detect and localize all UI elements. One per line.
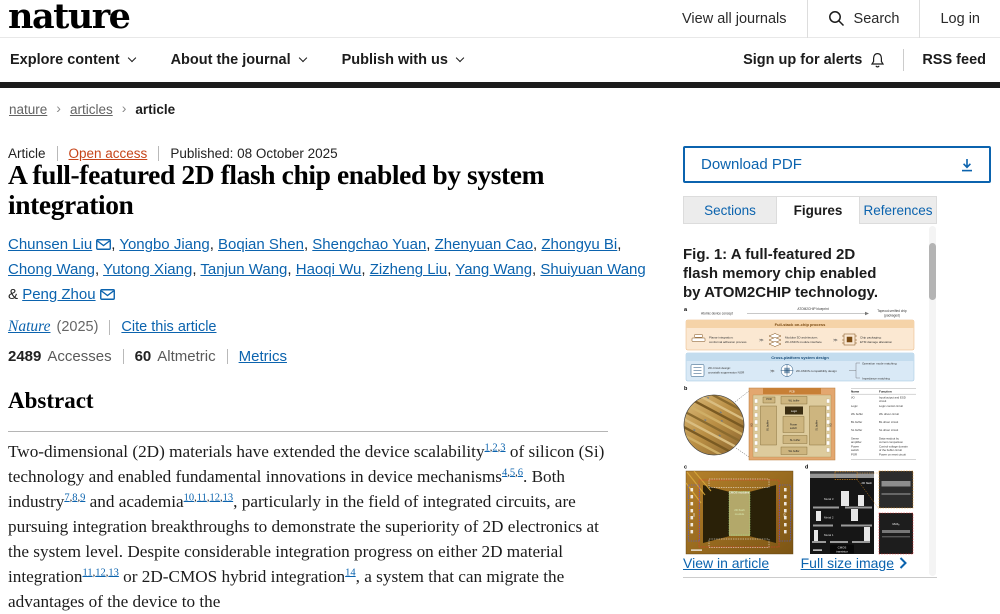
tab-sections[interactable]: Sections (683, 196, 777, 224)
reference-link[interactable]: 3 (500, 442, 506, 454)
author-link[interactable]: Yongbo Jiang (119, 236, 210, 253)
view-all-journals-link[interactable] (662, 0, 807, 38)
svg-text:b: b (684, 386, 688, 392)
svg-text:SL buffer: SL buffer (851, 428, 863, 433)
fig-panel-b (683, 383, 916, 466)
svg-text:Cross-platform system design: Cross-platform system design (771, 354, 829, 360)
download-pdf-button[interactable]: Download PDF (683, 146, 991, 183)
svg-text:BL driver circuit: BL driver circuit (879, 420, 899, 425)
svg-text:Impedance matching: Impedance matching (862, 376, 890, 381)
chip-layout-image (749, 388, 835, 460)
reference-links: 7,8,9 (64, 492, 86, 504)
author-link[interactable]: Shuiyuan Wang (540, 261, 646, 278)
svg-text:conformal adhesion process: conformal adhesion process (709, 340, 747, 344)
sign-up-for-alerts-link[interactable]: Sign up for alerts (743, 52, 903, 69)
metrics-link[interactable]: Metrics (238, 348, 287, 365)
search-button[interactable] (808, 0, 920, 38)
breadcrumb-separator: › (121, 100, 127, 116)
email-icon (96, 239, 111, 250)
altmetric-count: 60 (134, 348, 152, 365)
accesses-count: 2489 (8, 348, 42, 365)
search-label: Search (853, 10, 900, 27)
svg-text:Sense: Sense (851, 436, 859, 441)
reference-links: 1,2,3 (484, 442, 506, 454)
divider (123, 349, 124, 364)
svg-text:Data readout by: Data readout by (879, 436, 899, 441)
reference-link[interactable]: 6 (517, 467, 523, 479)
svg-text:transistor: transistor (836, 549, 848, 554)
page-title: A full-featured 2D flash chip enabled by system integration (8, 159, 545, 220)
svg-text:≫: ≫ (759, 337, 764, 343)
svg-text:module: module (734, 512, 745, 516)
reference-link[interactable]: 12 (95, 567, 106, 579)
svg-text:POR: POR (851, 452, 858, 457)
svg-text:POR: POR (766, 398, 772, 402)
full-size-image-link[interactable]: Full size image (801, 555, 907, 571)
svg-text:a: a (684, 307, 688, 313)
article-type-label: Article (8, 146, 46, 161)
breadcrumb-nature[interactable]: nature (9, 101, 48, 117)
reference-link[interactable]: 11 (82, 567, 93, 579)
reference-link[interactable]: 4 (502, 467, 508, 479)
download-icon (959, 157, 975, 173)
svg-text:circuit: circuit (879, 399, 887, 403)
bell-icon (870, 52, 885, 69)
svg-text:CMOS: CMOS (837, 545, 847, 550)
figures-panel (683, 224, 937, 578)
svg-text:I/O: I/O (851, 395, 855, 400)
breadcrumb-article: article (135, 101, 176, 117)
reference-link[interactable]: 2 (492, 442, 498, 454)
author-link[interactable]: Shengchao Yuan (312, 236, 427, 253)
journal-citation-row (8, 318, 217, 336)
figure-links-row (683, 555, 907, 571)
reference-link[interactable]: 11 (196, 492, 207, 504)
reference-link[interactable]: 13 (108, 567, 119, 579)
svg-text:SL buffer: SL buffer (789, 439, 801, 442)
svg-text:BL buffer: BL buffer (851, 420, 863, 425)
accesses-label: Accesses (47, 348, 112, 365)
svg-text:Logic: Logic (851, 403, 858, 408)
altmetric-label: Altmetric (157, 348, 216, 365)
figure-thumbnail[interactable] (683, 303, 917, 557)
divider (8, 431, 608, 432)
rss-feed-link[interactable]: RSS feed (922, 52, 986, 68)
abstract-text: Two-dimensional (2D) materials have extended the device scalability$^{1,2,3}$ of silicon (Si) technology and enabled fundamental innovations in device mechanisms$^{4,5,6}$. Both industry$^{7,8,9}$ and academia$^{10,11,12,13}$, particularly in the field of integrated circuits, are pursuing integration breakthroughs to demonstrate the superiority of 2D electronics at the system level. Despite considerable integration progress on either 2D material integration$^{11,12,13}$ or 2D-CMOS hybrid integration$^{14}$, a system that can migrate the advantages of the device to the (8, 442, 605, 611)
reference-link[interactable]: 9 (80, 492, 86, 504)
modular-3d-icon (769, 334, 781, 347)
svg-text:ETM damage alleviation: ETM damage alleviation (860, 340, 893, 344)
svg-text:switch: switch (789, 427, 798, 430)
tab-figures[interactable]: Figures (777, 196, 860, 224)
svg-text:2D circuit design:: 2D circuit design: (708, 366, 732, 370)
svg-text:(packaged): (packaged) (884, 313, 900, 318)
svg-text:ATOM2CHIP blueprint: ATOM2CHIP blueprint (797, 307, 829, 311)
header-nav-row (0, 38, 1000, 82)
tem-insets (879, 471, 913, 554)
svg-text:WL driver circuit: WL driver circuit (879, 411, 899, 416)
breadcrumb-separator: › (56, 100, 61, 116)
author-link[interactable]: Yang Wang (455, 261, 533, 278)
author-link[interactable]: Tanjun Wang (200, 261, 288, 278)
svg-text:Metal 2: Metal 2 (824, 515, 834, 520)
reference-links: 11,12,13 (82, 567, 119, 579)
svg-text:WL buffer: WL buffer (788, 399, 800, 403)
search-icon (828, 10, 845, 27)
svg-text:c: c (684, 464, 688, 471)
svg-text:Planar integration:: Planar integration: (709, 335, 734, 340)
reference-links: 10,11,12,13 (183, 492, 234, 504)
svg-text:WL buffer: WL buffer (788, 450, 800, 453)
svg-text:2D-CMOS compatibility design: 2D-CMOS compatibility design (796, 369, 837, 373)
svg-text:CMOS modules: CMOS modules (728, 490, 750, 495)
svg-text:I/O: I/O (829, 423, 833, 427)
reference-links: 4,5,6 (502, 467, 523, 479)
cite-this-article-link[interactable]: Cite this article (121, 319, 217, 335)
svg-text:I/O: I/O (693, 513, 696, 517)
journal-year: (2025) (56, 319, 99, 335)
open-access-link[interactable]: Open access (68, 146, 148, 161)
divider (109, 320, 110, 335)
svg-text:≫: ≫ (770, 368, 775, 374)
login-label: Log in (940, 10, 980, 27)
chip-function-table (851, 389, 916, 460)
reference-links (345, 567, 356, 578)
chip-die-photo (686, 471, 793, 554)
fig-panel-c (684, 465, 793, 555)
chevron-right-icon (899, 557, 907, 569)
reference-link[interactable]: 12 (209, 492, 221, 504)
login-button[interactable] (920, 0, 1000, 38)
email-icon (100, 289, 115, 300)
compatibility-icon (781, 365, 793, 377)
author-link[interactable]: Zizheng Liu (369, 261, 448, 278)
figures-panel-scrollbar[interactable] (929, 243, 936, 300)
svg-text:2D flash: 2D flash (734, 508, 745, 512)
author-link[interactable]: Boqian Shen (218, 236, 304, 253)
2d-circuit-icon (691, 365, 704, 377)
author-link[interactable]: Chunsen Liu (8, 236, 93, 253)
reference-link[interactable]: 7 (64, 492, 70, 504)
reference-link[interactable]: 10 (183, 492, 195, 504)
chevron-down-icon (127, 54, 135, 62)
svg-text:Chip packaging:: Chip packaging: (860, 335, 882, 340)
svg-text:amplifier: amplifier (851, 439, 862, 444)
svg-text:WL buffer: WL buffer (851, 411, 863, 416)
reference-link[interactable]: 14 (345, 567, 356, 579)
author-link[interactable]: Haoqi Wu (295, 261, 362, 278)
svg-text:≫: ≫ (833, 337, 838, 343)
view-all-journals-label: View all journals (682, 10, 787, 27)
svg-text:Function: Function (879, 389, 892, 394)
svg-text:Metal 1: Metal 1 (824, 533, 834, 537)
svg-text:Power: Power (789, 423, 798, 427)
svg-text:Metal 3: Metal 3 (824, 497, 834, 501)
svg-text:Logic control circuit: Logic control circuit (879, 403, 903, 408)
svg-text:I/O: I/O (783, 513, 787, 517)
author-link[interactable]: Zhenyuan Cao (434, 236, 534, 253)
chevron-down-icon (298, 54, 306, 62)
reference-link[interactable]: 1 (484, 442, 490, 454)
svg-text:2D flash: 2D flash (861, 481, 872, 485)
svg-text:Power on reset circuit: Power on reset circuit (879, 452, 906, 457)
header-black-bar (0, 82, 1000, 88)
svg-text:Logic: Logic (790, 409, 798, 413)
author-list: Chunsen Liu , Yongbo Jiang, Boqian Shen, Shengchao Yuan, Zhenyuan Cao, Zhongyu Bi, Chong Wang, Yutong Xiang, Tanjun Wang, Haoqi Wu, Zizheng Liu, Yang Wang, Shuiyuan Wang & Peng Zhou (8, 236, 646, 303)
svg-text:PCB: PCB (789, 390, 795, 394)
article-metrics-row (8, 348, 287, 365)
divider (227, 349, 228, 364)
nav-explore-content[interactable]: Explore content (10, 52, 135, 68)
sidebar (683, 146, 991, 571)
chevron-down-icon (456, 54, 464, 62)
svg-text:SL driver circuit: SL driver circuit (879, 428, 899, 433)
view-in-article-link[interactable]: View in article (683, 555, 770, 571)
breadcrumb (9, 101, 175, 117)
author-link[interactable]: Peng Zhou (22, 286, 96, 303)
breadcrumb-articles[interactable]: articles (69, 101, 113, 117)
svg-text:Operation mode matching: Operation mode matching (862, 361, 897, 366)
nav-about-the-journal[interactable]: About the journal (171, 52, 306, 68)
sidebar-tabs (683, 196, 937, 224)
author-link[interactable]: Yutong Xiang (103, 261, 193, 278)
svg-text:d: d (805, 464, 809, 471)
svg-text:Power: Power (851, 444, 859, 449)
reference-link[interactable]: 8 (72, 492, 78, 504)
reference-link[interactable]: 13 (222, 492, 234, 504)
svg-text:Input/output and ESD: Input/output and ESD (879, 395, 906, 400)
abstract-heading: Abstract (8, 388, 94, 413)
svg-text:SL buffer: SL buffer (815, 420, 819, 431)
svg-text:2D-CMOS module interface: 2D-CMOS module interface (785, 340, 822, 344)
svg-text:current comparison: current comparison (879, 439, 903, 444)
journal-link[interactable]: Nature (8, 318, 51, 335)
svg-text:I/O: I/O (750, 423, 754, 427)
published-date: Published: 08 October 2025 (170, 146, 338, 161)
svg-text:Name: Name (851, 389, 860, 394)
tem-cross-section-photo (810, 471, 879, 554)
author-link[interactable]: Zhongyu Bi (541, 236, 618, 253)
fig-panel-d (805, 465, 913, 555)
svg-text:Modular 3D architecture;: Modular 3D architecture; (785, 335, 818, 340)
figure-caption: Fig. 1: A full-featured 2D flash memory chip enabled by ATOM2CHIP technology. (683, 246, 879, 301)
svg-text:Atomic device concept: Atomic device concept (701, 311, 733, 316)
nature-logo[interactable]: nature (8, 0, 130, 37)
svg-text:Control voltage domain: Control voltage domain (879, 444, 908, 449)
author-link[interactable]: Chong Wang (8, 261, 95, 278)
svg-text:switch: switch (851, 447, 859, 452)
svg-text:of the buffer circuit: of the buffer circuit (879, 447, 902, 452)
svg-text:MoS₂: MoS₂ (892, 522, 900, 526)
svg-text:Full-stack on-chip process: Full-stack on-chip process (774, 321, 826, 327)
nav-publish-with-us[interactable]: Publish with us (342, 52, 463, 68)
svg-text:Tapeout-verified chip: Tapeout-verified chip (877, 309, 907, 313)
svg-text:BL buffer: BL buffer (766, 420, 770, 431)
tab-references[interactable]: References (860, 196, 937, 224)
svg-text:crosstalk suppression NOR: crosstalk suppression NOR (708, 370, 745, 375)
reference-link[interactable]: 5 (509, 467, 516, 479)
header-top-row (0, 0, 1000, 38)
fig-panel-a (684, 307, 914, 381)
